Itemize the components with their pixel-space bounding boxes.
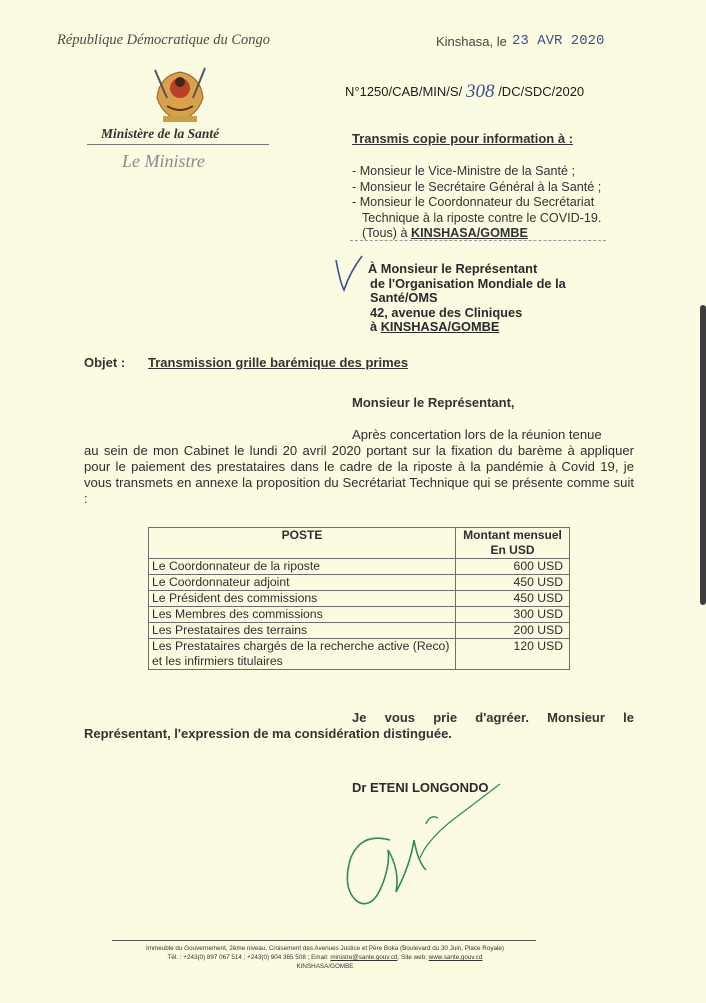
reference-number	[345, 80, 584, 102]
footer-address: Immeuble du Gouvernement, 2ème niveau, Croisement des Avenues Justice et Père Boka (Boulevard du 30 Juin, Place Royale)	[146, 945, 504, 952]
ministry-name: Ministère de la Santé	[101, 126, 220, 141]
table-row	[149, 559, 570, 575]
footer-contact	[60, 953, 590, 962]
salutation: Monsieur le Représentant,	[352, 395, 515, 410]
ministry-divider	[87, 144, 269, 145]
footer-email-link[interactable]: ministre@sante.gouv.cd	[330, 954, 398, 961]
copy-item: - Monsieur le Vice-Ministre de la Santé ;	[352, 164, 576, 178]
handwritten-check-mark	[330, 252, 366, 294]
cell-montant: 120 USD	[456, 639, 570, 670]
cell-poste: Le Président des commissions	[149, 591, 456, 607]
republic-header: République Démocratique du Congo	[57, 32, 271, 48]
cell-poste	[149, 639, 456, 670]
page-edge-shadow	[700, 305, 706, 605]
cell-montant: 600 USD	[456, 559, 570, 575]
subject-text: Transmission grille barémique des primes	[148, 355, 409, 370]
coat-of-arms-emblem	[147, 58, 213, 126]
footer-divider	[112, 940, 536, 941]
cell-montant: 200 USD	[456, 623, 570, 639]
cell-poste: Les Prestataires des terrains	[149, 623, 456, 639]
copy-item: - Monsieur le Coordonnateur du Secrétariat	[352, 195, 595, 209]
copies-title: Transmis copie pour information à :	[352, 131, 574, 146]
copies-list	[352, 164, 601, 242]
signatory-name: Dr ETENI LONGONDO	[352, 780, 489, 795]
date-label: Kinshasa, le	[436, 34, 507, 49]
cell-poste: Le Coordonnateur de la riposte	[149, 559, 456, 575]
cell-poste: Les Membres des commissions	[149, 607, 456, 623]
recipient-line: 42, avenue des Cliniques	[370, 304, 523, 320]
ref-prefix: N°1250/CAB/MIN/S/	[345, 84, 463, 99]
copy-item-continuation: Technique à la riposte contre le COVID-19.	[362, 210, 602, 225]
column-header-montant-line2: En USD	[490, 543, 535, 557]
footer-website-link[interactable]: www.sante.gouv.cd	[428, 954, 483, 961]
minister-title: Le Ministre	[122, 151, 205, 171]
recipient-line: de l'Organisation Mondiale de la	[370, 275, 566, 291]
subject-label: Objet :	[84, 355, 126, 370]
table-row	[149, 639, 570, 670]
ref-suffix: /DC/SDC/2020	[498, 84, 585, 99]
closing-line-1: Je vous prie d'agréer. Monsieur le	[352, 710, 634, 725]
footer	[60, 944, 590, 971]
table-header-row	[149, 528, 570, 559]
table-row	[149, 623, 570, 639]
dashed-divider	[350, 240, 606, 241]
cell-montant: 450 USD	[456, 591, 570, 607]
copy-item: - Monsieur le Secrétaire Général à la Santé ;	[352, 179, 602, 194]
table-row	[149, 591, 570, 607]
table-row	[149, 607, 570, 623]
date-stamp: 23 AVR 2020	[512, 33, 605, 49]
cell-montant: 300 USD	[456, 607, 570, 623]
handwritten-signature	[330, 770, 520, 920]
recipient-line: Santé/OMS	[370, 290, 438, 305]
bonus-table	[148, 527, 570, 670]
copy-location: KINSHASA/GOMBE	[411, 226, 528, 240]
cell-poste: Le Coordonnateur adjoint	[149, 575, 456, 591]
body-first-line: Après concertation lors de la réunion tenue	[352, 427, 602, 442]
recipient-address	[368, 262, 566, 335]
body-paragraph	[84, 427, 634, 507]
table-row	[149, 575, 570, 591]
column-header-montant-line1: Montant mensuel	[463, 528, 562, 542]
footer-site-label: , Site web:	[397, 954, 429, 961]
recipient-city-prefix: à	[370, 319, 378, 334]
body-rest: au sein de mon Cabinet le lundi 20 avril 2020 portant sur la fixation du barème à appliquer pour le paiement des prestataires dans le cadre de la riposte à la pandémie à Covid 19, je vous transmets en annexe la proposition du Secrétariat Technique qui se présente comme suit :	[84, 442, 634, 506]
column-header-montant	[456, 528, 570, 559]
recipient-city: KINSHASA/GOMBE	[380, 319, 500, 334]
closing-line-2: Représentant, l'expression de ma considération distinguée.	[84, 726, 452, 741]
recipient-line: À Monsieur le Représentant	[368, 261, 538, 276]
cell-montant: 450 USD	[456, 575, 570, 591]
cell-poste-line1: Les Prestataires chargés de la recherche active (Reco)	[152, 639, 450, 653]
column-header-poste: POSTE	[149, 528, 456, 559]
copy-tous: (Tous) à	[362, 226, 408, 240]
footer-city: KINSHASA/GOMBE	[296, 963, 354, 970]
cell-poste-line2: et les infirmiers titulaires	[152, 654, 283, 668]
recipient-city-line	[368, 320, 566, 335]
ref-handwritten: 308	[465, 81, 495, 102]
footer-phone: Tél. : +243(0) 897 067 514 ; +243(0) 904 365 508 ; Email:	[167, 954, 331, 961]
